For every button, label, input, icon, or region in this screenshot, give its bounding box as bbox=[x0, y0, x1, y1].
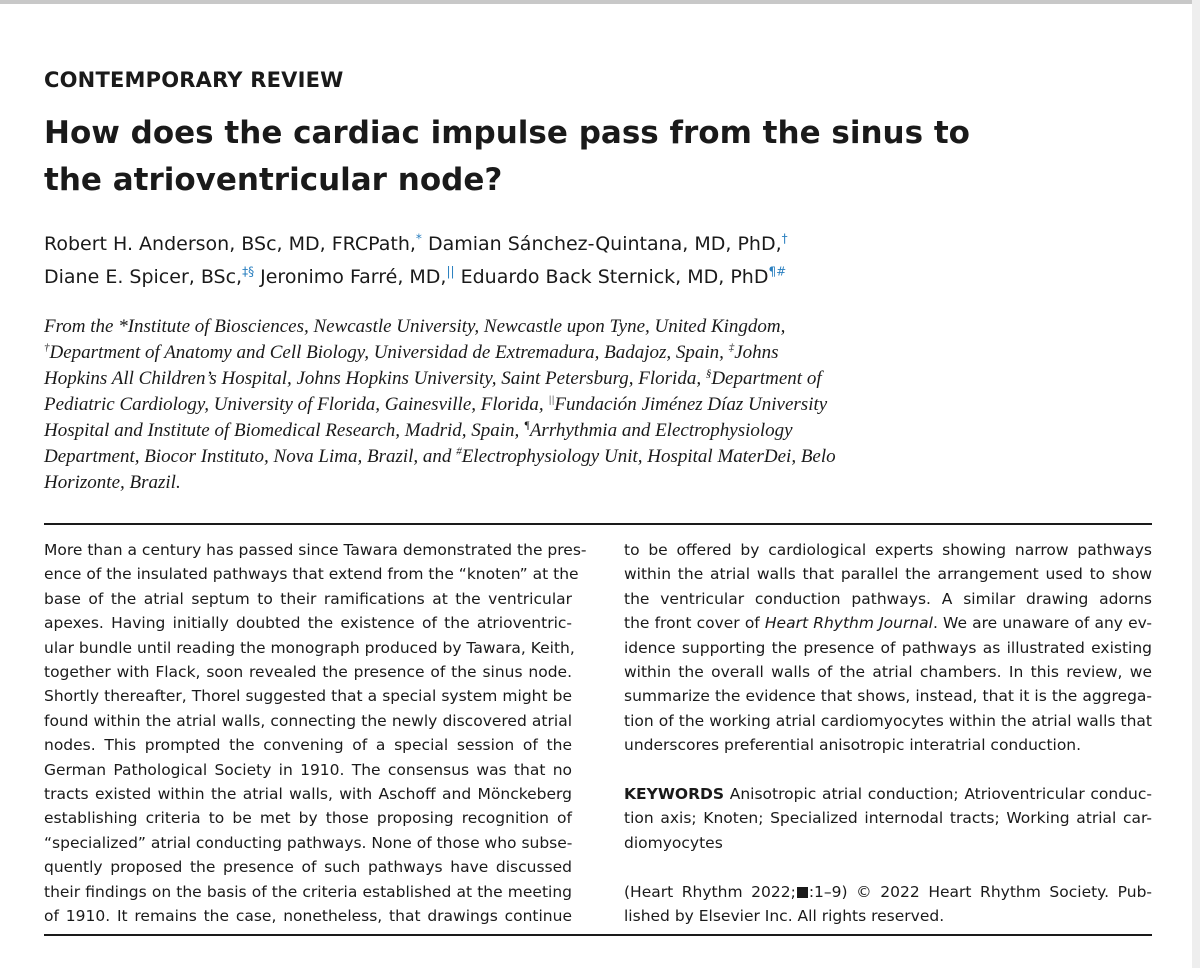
keywords-line: tion axis; Knoten; Specialized internodal tracts; Working atrial car- bbox=[624, 809, 1152, 828]
affiliation-line bbox=[44, 340, 836, 366]
affiliation-text: Hopkins All Children’s Hospital, Johns Hopkins University, Saint Petersburg, Florida, bbox=[44, 368, 706, 389]
abstract-line: summarize the evidence that shows, instead, that it is the aggrega- bbox=[624, 687, 1152, 706]
citation-line bbox=[624, 880, 1152, 904]
abstract-line: of 1910. It remains the case, nonetheless, that drawings continue bbox=[44, 907, 572, 926]
affiliation-text: Fundación Jiménez Díaz University bbox=[554, 394, 828, 415]
affiliation-text: Electrophysiology Unit, Hospital MaterDei, Belo bbox=[461, 446, 836, 467]
article-title-line-1: How does the cardiac impulse pass from the sinus to bbox=[44, 115, 970, 151]
abstract-line: idence supporting the presence of pathways as illustrated existing bbox=[624, 638, 1152, 657]
affiliation-text: Hospital and Institute of Biomedical Research, Madrid, Spain, bbox=[44, 420, 525, 441]
citation-text: (Heart Rhythm 2022; bbox=[624, 883, 796, 901]
abstract-line: “specialized” atrial conducting pathways. None of those who subse- bbox=[44, 833, 573, 852]
affiliation-marker: ¶ bbox=[524, 419, 530, 432]
abstract-line: establishing criteria to be met by those proposing recognition of bbox=[44, 809, 572, 828]
keywords-line bbox=[624, 782, 1152, 806]
affiliation-line bbox=[44, 366, 836, 392]
keywords-label: KEYWORDS bbox=[624, 785, 725, 803]
abstract-line: together with Flack, soon revealed the presence of the sinus node. bbox=[44, 663, 572, 682]
affiliation-line: From the *Institute of Biosciences, Newcastle University, Newcastle upon Tyne, United Kingdom, bbox=[44, 316, 786, 337]
journal-name: Heart Rhythm Journal bbox=[764, 614, 933, 633]
affiliation-line bbox=[44, 392, 836, 418]
abstract-line: within the atrial walls that parallel the arrangement used to show bbox=[624, 565, 1152, 584]
abstract-line: found within the atrial walls, connecting the newly discovered atrial bbox=[44, 711, 572, 730]
article-title-line-2: the atrioventricular node? bbox=[44, 162, 503, 198]
affiliation-text: Pediatric Cardiology, University of Florida, Gainesville, Florida, bbox=[44, 394, 549, 415]
affiliation-line: Horizonte, Brazil. bbox=[44, 472, 181, 493]
citation-text: :1–9) © 2022 Heart Rhythm Society. Pub- bbox=[808, 883, 1152, 901]
author-affiliation-link[interactable]: † bbox=[781, 231, 788, 246]
author-name: Diane E. Spicer, BSc, bbox=[44, 266, 243, 288]
author-line-1 bbox=[44, 228, 788, 261]
article-title bbox=[44, 110, 970, 204]
abstract-line: ence of the insulated pathways that extend from the “knoten” at the bbox=[44, 565, 579, 584]
abstract-text: the front cover of bbox=[624, 614, 765, 633]
author-affiliation-link[interactable]: ‡§ bbox=[242, 264, 255, 279]
volume-placeholder-square-icon bbox=[797, 887, 808, 898]
author-affiliation-link[interactable]: ¶# bbox=[768, 264, 787, 279]
abstract-line bbox=[624, 611, 1152, 635]
abstract-line: tracts existed within the atrial walls, with Aschoff and Mönckeberg bbox=[44, 785, 572, 804]
abstract-line: German Pathological Society in 1910. The consensus was that no bbox=[44, 760, 572, 779]
abstract-top-rule bbox=[44, 523, 1152, 525]
affiliations bbox=[44, 314, 836, 496]
abstract-line: underscores preferential anisotropic interatrial conduction. bbox=[624, 736, 1082, 755]
abstract-right-column bbox=[624, 538, 1152, 758]
keywords-text: Anisotropic atrial conduction; Atrioventricular conduc- bbox=[724, 785, 1152, 803]
abstract-line: ular bundle until reading the monograph produced by Tawara, Keith, bbox=[44, 638, 575, 657]
abstract-line: More than a century has passed since Tawara demonstrated the pres- bbox=[44, 541, 587, 559]
abstract-left-column bbox=[44, 538, 587, 929]
author-name: Damian Sánchez-Quintana, MD, PhD, bbox=[421, 233, 782, 255]
page-top-border bbox=[0, 0, 1200, 4]
abstract-line: to be offered by cardiological experts showing narrow pathways bbox=[624, 541, 1152, 559]
affiliation-marker: || bbox=[548, 393, 555, 406]
author-name: Jeronimo Farré, MD, bbox=[254, 266, 447, 288]
page-right-edge bbox=[1192, 0, 1200, 968]
abstract-line: tion of the working atrial cardiomyocytes within the atrial walls that bbox=[624, 711, 1152, 730]
abstract-line: nodes. This prompted the convening of a special session of the bbox=[44, 736, 572, 755]
affiliation-text: Department of bbox=[711, 368, 822, 389]
affiliation-marker: † bbox=[44, 341, 50, 354]
abstract-line: apexes. Having initially doubted the existence of the atrioventric- bbox=[44, 614, 572, 633]
citation-block bbox=[624, 880, 1152, 929]
abstract-line: their findings on the basis of the criteria established at the meeting bbox=[44, 882, 572, 901]
affiliation-text: Department of Anatomy and Cell Biology, Universidad de Extremadura, Badajoz, Spain, bbox=[49, 342, 729, 363]
affiliation-line bbox=[44, 444, 836, 470]
keywords-block bbox=[624, 782, 1152, 855]
abstract-line: quently proposed the presence of such pathways have discussed bbox=[44, 858, 572, 877]
author-line-2 bbox=[44, 261, 788, 294]
abstract-line: Shortly thereafter, Thorel suggested that a special system might be bbox=[44, 687, 572, 706]
abstract-line: the ventricular conduction pathways. A similar drawing adorns bbox=[624, 589, 1152, 608]
affiliation-text: Arrhythmia and Electrophysiology bbox=[529, 420, 793, 441]
author-name: Robert H. Anderson, BSc, MD, FRCPath, bbox=[44, 233, 416, 255]
affiliation-marker: ‡ bbox=[728, 341, 735, 354]
abstract-text: . We are unaware of any ev- bbox=[932, 614, 1152, 633]
author-affiliation-link[interactable]: || bbox=[446, 264, 455, 279]
abstract-line: within the overall walls of the atrial chambers. In this review, we bbox=[624, 663, 1152, 682]
author-affiliation-link[interactable]: * bbox=[415, 231, 422, 246]
author-name: Eduardo Back Sternick, MD, PhD bbox=[454, 266, 769, 288]
keywords-line: diomyocytes bbox=[624, 833, 723, 852]
affiliation-text: Johns bbox=[734, 342, 779, 363]
section-label: CONTEMPORARY REVIEW bbox=[44, 68, 344, 92]
affiliation-text: Department, Biocor Instituto, Nova Lima, Brazil, and bbox=[44, 446, 457, 467]
affiliation-line bbox=[44, 418, 836, 444]
citation-line: lished by Elsevier Inc. All rights reserved. bbox=[624, 907, 945, 926]
affiliation-marker: § bbox=[705, 367, 712, 380]
author-list bbox=[44, 228, 788, 294]
affiliation-marker: # bbox=[456, 445, 462, 458]
abstract-bottom-rule bbox=[44, 934, 1152, 936]
abstract-line: base of the atrial septum to their ramifications at the ventricular bbox=[44, 589, 572, 608]
